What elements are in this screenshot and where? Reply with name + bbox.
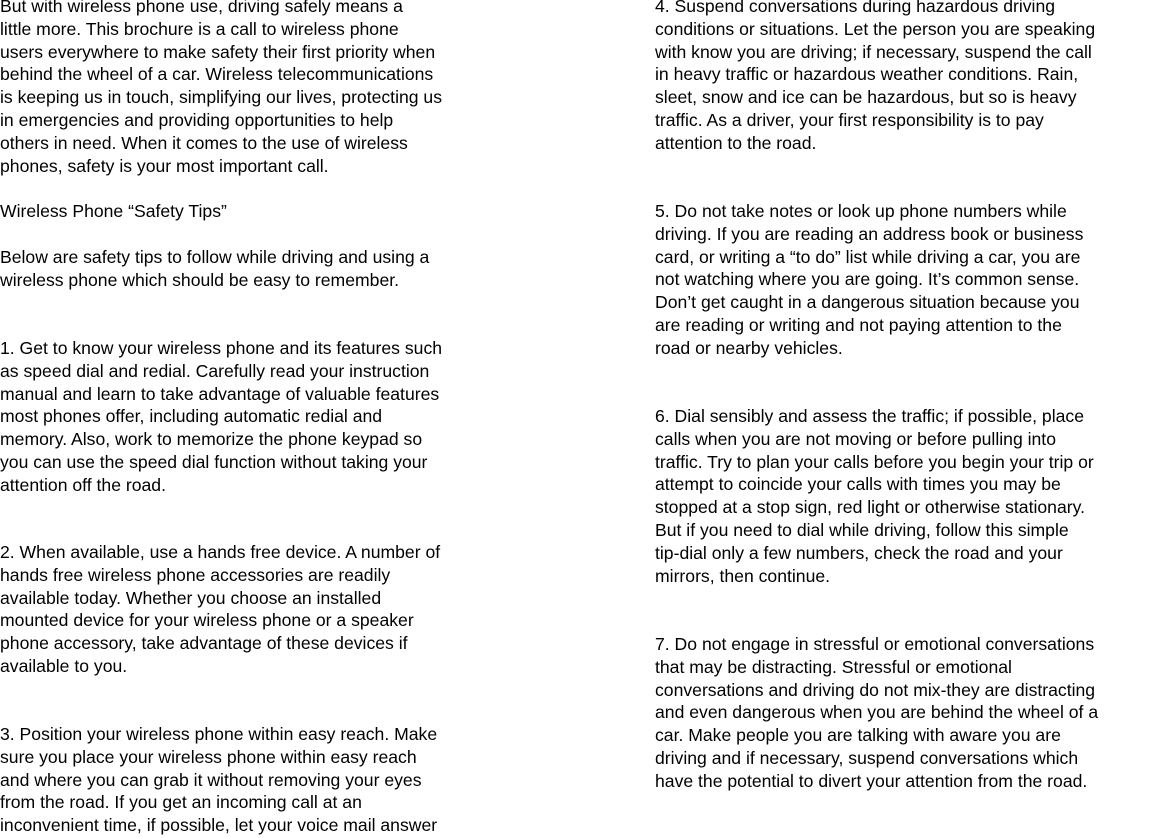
text-line: conversations and driving do not mix-they are distracting: [655, 679, 1096, 700]
text-line: 2. When available, use a hands free device. A number of: [0, 542, 441, 562]
tip-5-paragraph: [655, 200, 1154, 360]
text-line: sure you place your wireless phone within easy reach: [0, 746, 417, 767]
section-heading: [0, 200, 505, 223]
text-line: little more. This brochure is a call to wireless phone: [0, 18, 399, 39]
heading-text: Wireless Phone “Safety Tips”: [0, 201, 227, 221]
text-line: and even dangerous when you are behind the wheel of a: [655, 702, 1099, 723]
text-line: others in need. When it comes to the use of wireless: [0, 132, 408, 153]
text-line: phone accessory, take advantage of these devices if: [0, 633, 408, 654]
text-line: calls when you are not moving or before pulling into: [655, 428, 1056, 449]
text-line: mirrors, then continue.: [655, 565, 831, 586]
text-line: 6. Dial sensibly and assess the traffic; if possible, place: [655, 406, 1084, 426]
text-line: most phones offer, including automatic redial and: [0, 406, 383, 427]
text-line: traffic. As a driver, your first responsibility is to pay: [655, 109, 1044, 130]
tip-6-paragraph: [655, 405, 1154, 587]
tip-3-paragraph: [0, 723, 505, 837]
text-line: 5. Do not take notes or look up phone numbers while: [655, 201, 1067, 221]
text-line: memory. Also, work to memorize the phone keypad so: [0, 429, 423, 450]
text-line: car. Make people you are talking with aware you are: [655, 725, 1061, 746]
text-line: attention off the road.: [0, 474, 166, 495]
text-line: But with wireless phone use, driving safely means a: [0, 0, 403, 16]
text-line: available to you.: [0, 655, 128, 676]
text-line: available today. Whether you choose an installed: [0, 587, 382, 608]
tip-2-paragraph: [0, 541, 505, 678]
text-line: wireless phone which should be easy to remember.: [0, 269, 400, 290]
text-line: behind the wheel of a car. Wireless telecommunications: [0, 64, 434, 85]
text-line: conditions or situations. Let the person you are speaking: [655, 18, 1096, 39]
text-line: But if you need to dial while driving, follow this simple: [655, 519, 1069, 540]
text-line: driving. If you are reading an address book or business: [655, 223, 1084, 244]
text-line: with know you are driving; if necessary, suspend the call: [655, 41, 1092, 62]
text-line: as speed dial and redial. Carefully read your instruction: [0, 360, 430, 381]
text-line: that may be distracting. Stressful or emotional: [655, 656, 1012, 677]
text-line: 7. Do not engage in stressful or emotional conversations: [655, 634, 1095, 654]
text-line: inconvenient time, if possible, let your voice mail answer: [0, 815, 438, 836]
text-line: in emergencies and providing opportunities to help: [0, 109, 394, 130]
text-line: driving and if necessary, suspend conversations which: [655, 747, 1079, 768]
text-line: not watching where you are going. It’s common sense.: [655, 269, 1080, 290]
text-line: sleet, snow and ice can be hazardous, but so is heavy: [655, 87, 1077, 108]
text-line: Don’t get caught in a dangerous situation because you: [655, 292, 1080, 313]
text-line: Below are safety tips to follow while driving and using a: [0, 247, 430, 267]
text-line: in heavy traffic or hazardous weather conditions. Rain,: [655, 64, 1079, 85]
text-line: hands free wireless phone accessories are readily: [0, 564, 391, 585]
text-line: users everywhere to make safety their first priority when: [0, 41, 436, 62]
text-line: traffic. Try to plan your calls before you begin your trip or: [655, 451, 1094, 472]
text-line: from the road. If you get an incoming call at an: [0, 792, 362, 813]
text-line: 4. Suspend conversations during hazardous driving: [655, 0, 1056, 16]
lead-paragraph: [0, 246, 505, 292]
intro-paragraph: [0, 0, 505, 177]
text-line: 1. Get to know your wireless phone and its features such: [0, 338, 443, 358]
text-line: have the potential to divert your attention from the road.: [655, 770, 1088, 791]
text-line: stopped at a stop sign, red light or otherwise stationary.: [655, 497, 1085, 518]
text-line: card, or writing a “to do” list while driving a car, you are: [655, 246, 1081, 267]
text-line: manual and learn to take advantage of valuable features: [0, 383, 440, 404]
tip-7-paragraph: [655, 633, 1154, 793]
text-line: mounted device for your wireless phone or a speaker: [0, 610, 414, 631]
text-line: phones, safety is your most important call.: [0, 155, 329, 176]
text-line: and where you can grab it without removing your eyes: [0, 769, 422, 790]
tip-4-paragraph: [655, 0, 1154, 155]
text-line: attempt to coincide your calls with times you may be: [655, 474, 1061, 495]
tip-1-paragraph: [0, 337, 505, 497]
text-line: attention to the road.: [655, 132, 817, 153]
text-line: you can use the speed dial function without taking your: [0, 451, 428, 472]
text-line: are reading or writing and not paying attention to the: [655, 314, 1062, 335]
text-line: is keeping us in touch, simplifying our lives, protecting us: [0, 87, 443, 108]
text-line: tip-dial only a few numbers, check the road and your: [655, 542, 1063, 563]
text-line: road or nearby vehicles.: [655, 337, 843, 358]
text-line: 3. Position your wireless phone within easy reach. Make: [0, 724, 438, 744]
